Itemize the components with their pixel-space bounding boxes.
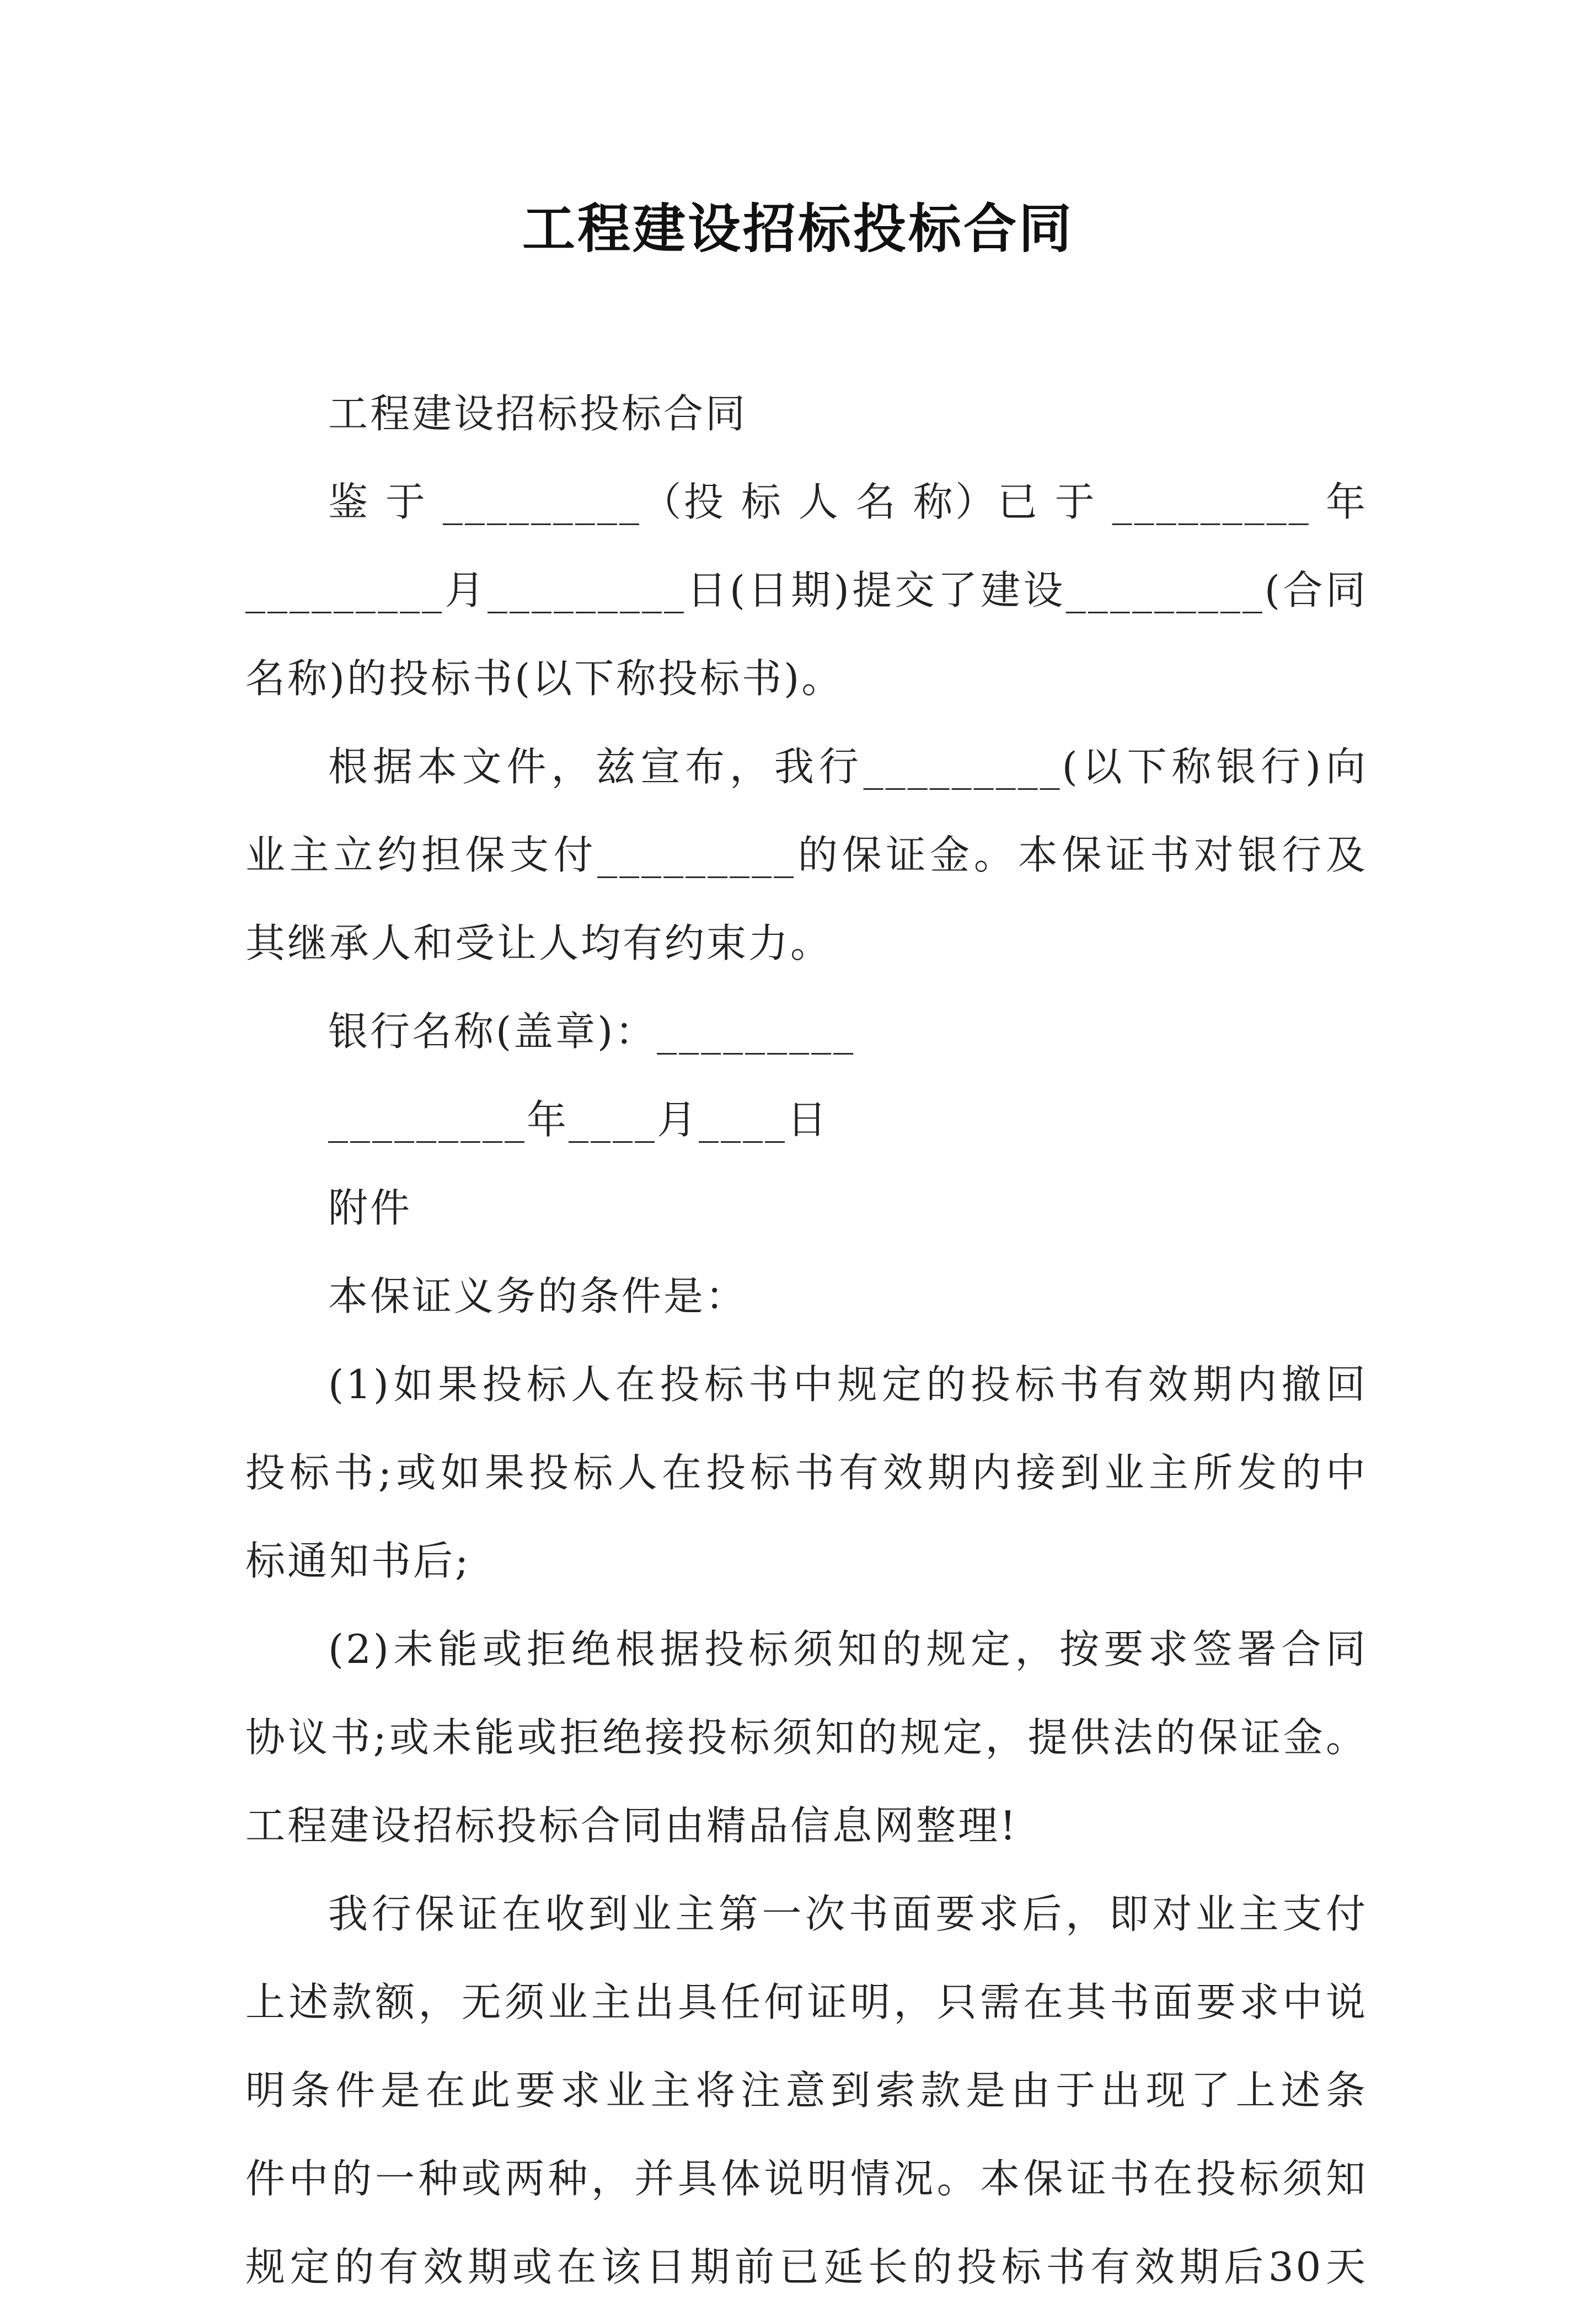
paragraph-line: 根据本文件，兹宣布，我行_________(以下称银行)向	[328, 743, 1368, 790]
paragraph-line: 工程建设招标投标合同	[328, 390, 748, 437]
paragraph-line: 银行名称(盖章)：_________	[328, 1008, 856, 1055]
paragraph-line: 投标书;或如果投标人在投标书有效期内接到业主所发的中	[245, 1449, 1368, 1496]
paragraph-line: 名称)的投标书(以下称投标书)。	[245, 655, 844, 702]
paragraph-line: 其继承人和受让人均有约束力。	[245, 920, 833, 966]
paragraph-line: (1)如果投标人在投标书中规定的投标书有效期内撤回	[328, 1361, 1368, 1408]
paragraph-line: _________月_________日(日期)提交了建设_________(合同	[245, 567, 1368, 613]
paragraph-line: 本保证义务的条件是：	[328, 1273, 748, 1319]
paragraph-line: 协议书;或未能或拒绝接投标须知的规定，提供法的保证金。	[245, 1714, 1368, 1761]
document-body	[245, 370, 1368, 2311]
paragraph-line: 规定的有效期或在该日期前已延长的投标书有效期后30天	[245, 2244, 1368, 2290]
paragraph-line: 工程建设招标投标合同由精品信息网整理!	[245, 1802, 1018, 1849]
paragraph-line: 附件	[328, 1185, 413, 1231]
paragraph-line: 明条件是在此要求业主将注意到索款是由于出现了上述条	[245, 2067, 1368, 2114]
paragraph-line: 我行保证在收到业主第一次书面要求后，即对业主支付	[328, 1891, 1368, 1937]
paragraph-line: 件中的一种或两种，并具体说明情况。本保证书在投标须知	[245, 2155, 1368, 2202]
paragraph-line: (2)未能或拒绝根据投标须知的规定，按要求签署合同	[328, 1626, 1368, 1672]
paragraph-line: 业主立约担保支付_________的保证金。本保证书对银行及	[245, 832, 1368, 878]
paragraph-line: 标通知书后;	[245, 1538, 471, 1584]
paragraph-line: 上述款额，无须业主出具任何证明，只需在其书面要求中说	[245, 1979, 1368, 2025]
document-title: 工程建设招标投标合同	[522, 197, 1074, 260]
paragraph-line: 鉴 于 _________（投 标 人 名 称）已 于 _________ 年	[328, 479, 1368, 525]
paragraph-line: _________年____月____日	[328, 1096, 829, 1143]
